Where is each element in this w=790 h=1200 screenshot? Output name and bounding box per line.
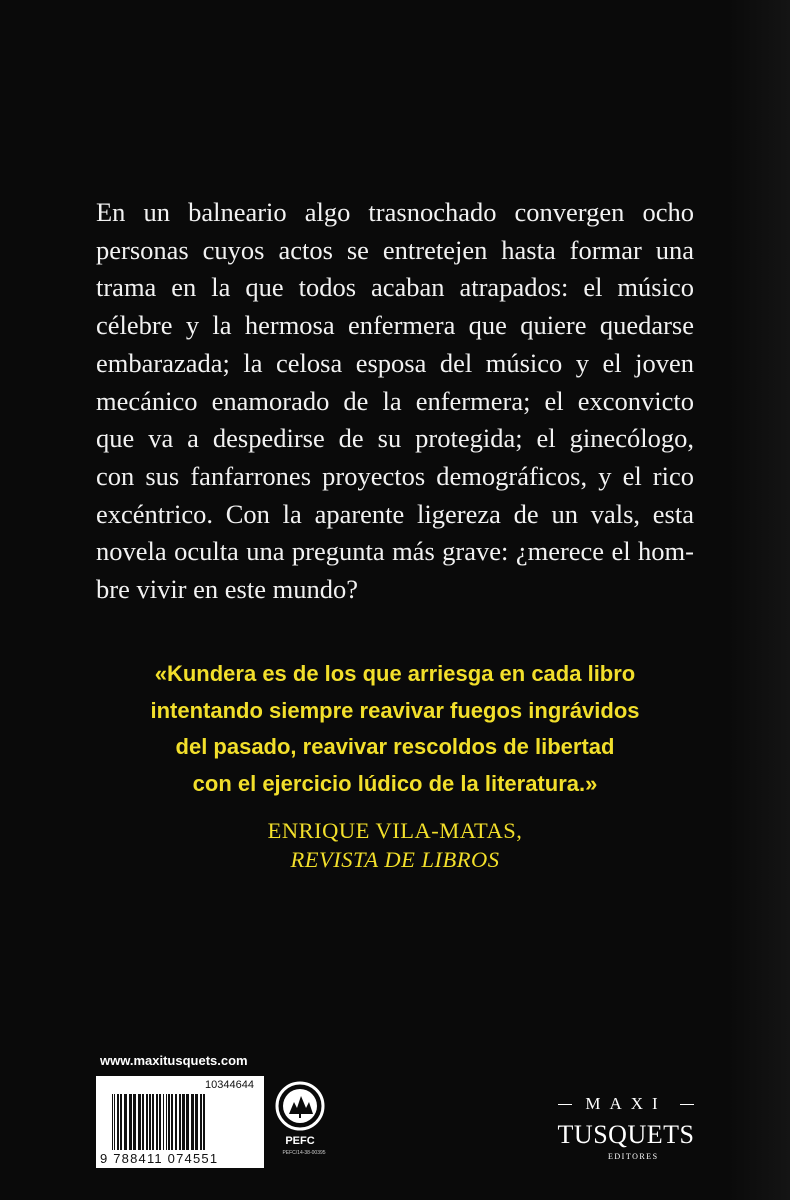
synopsis-line: novela oculta una pregunta más grave: ¿merece el hom-: [96, 536, 694, 567]
isbn-barcode: [96, 1076, 264, 1168]
logo-maxi: MAXI: [585, 1094, 667, 1113]
barcode-bar: [149, 1094, 151, 1150]
synopsis-line: excéntrico. Con la aparente ligereza de un vals, esta: [96, 498, 694, 529]
review-quote: [96, 656, 694, 802]
quote-line: del pasado, reavivar rescoldos de libertad: [175, 734, 615, 759]
isbn-digits: 9 788411 074551: [100, 1151, 219, 1166]
logo-publisher-name: TUSQUETS: [557, 1120, 695, 1149]
synopsis-line: embarazada; la celosa esposa del músico y el joven: [96, 347, 694, 378]
product-code: 10344644: [205, 1079, 254, 1091]
barcode-bar: [120, 1094, 122, 1150]
pefc-certificate: PEFC/14-38-00395: [282, 1150, 326, 1156]
barcode-bar: [186, 1094, 189, 1150]
barcode-bar: [182, 1094, 185, 1150]
barcode-bar: [112, 1094, 113, 1150]
barcode-bar: [168, 1094, 170, 1150]
synopsis-line: trama en la que todos acaban atrapados: el músico: [96, 272, 694, 303]
barcode-bar: [129, 1094, 132, 1150]
barcode-bar: [191, 1094, 194, 1150]
barcode-bar: [166, 1094, 167, 1150]
barcode-bar: [175, 1094, 177, 1150]
barcode-bar: [146, 1094, 148, 1150]
quote-attribution: [96, 816, 694, 874]
pefc-label: PEFC: [285, 1135, 315, 1147]
quote-author: ENRIQUE VILA-MATAS,: [267, 818, 523, 843]
synopsis-line: célebre y la hermosa enfermera que quiere quedarse: [96, 310, 694, 341]
website-url: www.maxitusquets.com: [100, 1053, 248, 1068]
cover-edge-shadow: [728, 0, 790, 1200]
logo-editores: EDITORES: [608, 1152, 659, 1161]
quote-line: con el ejercicio lúdico de la literatura.»: [192, 770, 598, 796]
quote-publication: REVISTA DE LIBROS: [290, 847, 500, 872]
barcode-bar: [163, 1094, 164, 1150]
barcode-bar: [203, 1094, 205, 1150]
barcode-bar: [114, 1094, 115, 1150]
synopsis-line: personas cuyos actos se entretejen hasta formar una: [96, 234, 694, 265]
synopsis-line: mecánico enamorado de la enfermera; el exconvicto: [96, 385, 694, 416]
quote-line: intentando siempre reavivar fuegos ingrávidos: [150, 697, 640, 723]
barcode-bar: [142, 1094, 144, 1150]
barcode-bar: [195, 1094, 198, 1150]
barcode-bar: [152, 1094, 154, 1150]
barcode-bar: [117, 1094, 119, 1150]
quote-line: «Kundera es de los que arriesga en cada libro: [154, 661, 636, 686]
barcode-bar: [133, 1094, 136, 1150]
barcode-bar: [159, 1094, 161, 1150]
barcode-bar: [156, 1094, 158, 1150]
publisher-logo: [556, 1090, 696, 1170]
synopsis-line: que va a despedirse de su protegida; el ginecólogo,: [96, 423, 694, 454]
synopsis: [96, 194, 694, 609]
barcode-bar: [124, 1094, 127, 1150]
pefc-certification: [275, 1080, 355, 1170]
pefc-logo-icon: [275, 1080, 325, 1132]
synopsis-line: bre vivir en este mundo?: [96, 574, 358, 605]
barcode-bar: [179, 1094, 181, 1150]
barcode-bar: [138, 1094, 141, 1150]
barcode-bar: [171, 1094, 173, 1150]
synopsis-line: En un balneario algo trasnochado convergen ocho: [96, 197, 694, 227]
synopsis-line: con sus fanfarrones proyectos demográficos, y el rico: [96, 460, 694, 491]
logo-rule-right: [680, 1104, 694, 1105]
barcode-bar: [200, 1094, 202, 1150]
barcode-bars: [112, 1094, 248, 1150]
